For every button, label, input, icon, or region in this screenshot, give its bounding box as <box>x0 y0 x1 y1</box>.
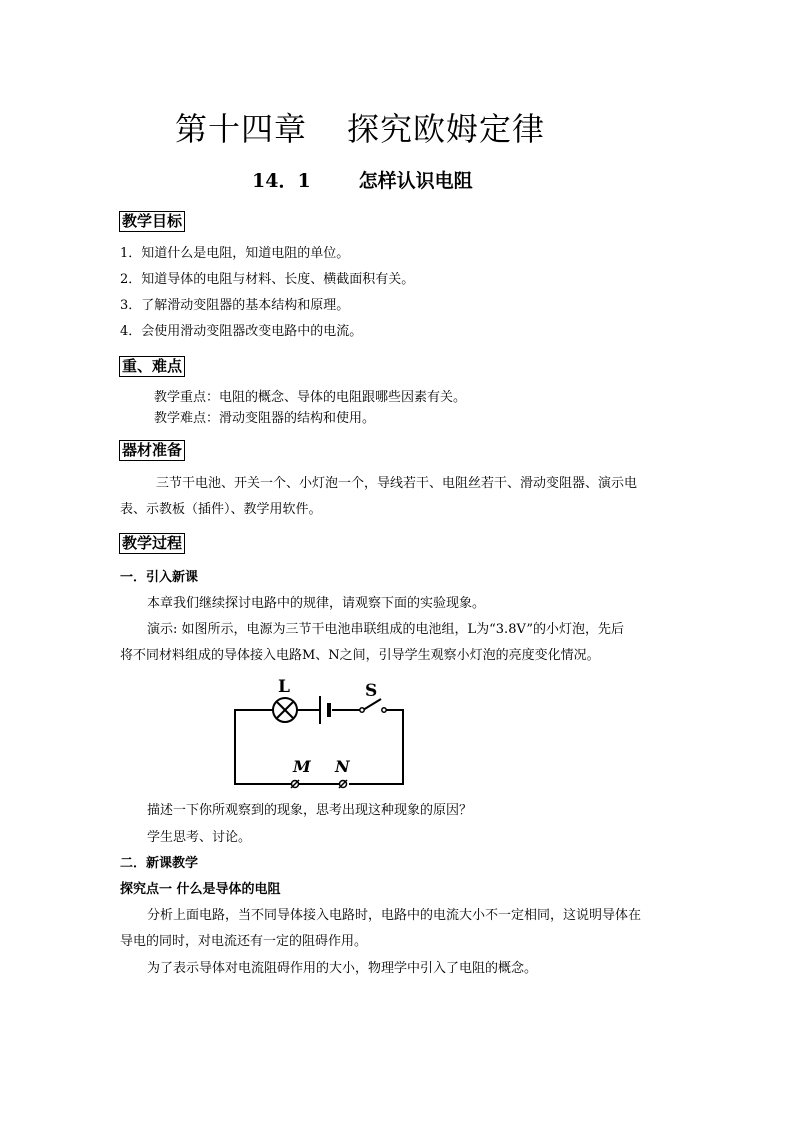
analysis-line-2: 导电的同时，对电流还有一定的阻碍作用。 <box>120 934 368 949</box>
section-number: 14．1 <box>252 170 311 192</box>
objective-item-1: 1．知道什么是电阻，知道电阻的单位。 <box>120 246 350 261</box>
demo-line-1: 演示: 如图所示，电源为三节干电池串联组成的电池组，L为“3.8V”的小灯泡，先后 <box>147 622 624 637</box>
materials-heading: 器材准备 <box>119 440 185 461</box>
resistance-concept: 为了表示导体对电流阻碍作用的大小，物理学中引入了电阻的概念。 <box>147 961 538 976</box>
section-title <box>252 166 473 193</box>
objective-item-2: 2．知道导体的电阻与材料、长度、横截面积有关。 <box>120 272 415 287</box>
lamp-icon <box>273 698 297 722</box>
objective-item-4: 4．会使用滑动变阻器改变电路中的电流。 <box>120 324 363 339</box>
lamp-label: L <box>278 677 290 697</box>
objectives-heading: 教学目标 <box>119 211 185 232</box>
key-point-focus: 教学重点：电阻的概念、导体的电阻跟哪些因素有关。 <box>154 390 467 405</box>
demo-line-2: 将不同材料组成的导体接入电路M、N之间，引导学生观察小灯泡的亮度变化情况。 <box>120 648 600 663</box>
describe-question: 描述一下你所观察到的现象，思考出现这种现象的原因？ <box>147 803 473 818</box>
key-points-heading: 重、难点 <box>119 356 185 377</box>
terminal-m-icon <box>291 780 299 788</box>
materials-line-2: 表、示教板（插件）、教学用软件。 <box>120 502 322 517</box>
switch-label: S <box>365 681 378 701</box>
analysis-line-1: 分析上面电路，当不同导体接入电路时，电路中的电流大小不一定相同，这说明导体在 <box>147 908 642 923</box>
chapter-number: 第十四章 <box>175 110 308 148</box>
terminal-n-label: N <box>335 757 350 776</box>
chapter-title <box>175 104 545 150</box>
battery-icon <box>320 696 329 724</box>
key-point-difficulty: 教学难点：滑动变阻器的结构和使用。 <box>154 411 376 426</box>
materials-line-1: 三节干电池、开关一个、小灯泡一个，导线若干、电阻丝若干、滑动变阻器、演示电 <box>156 476 638 491</box>
point1-heading: 探究点一 什么是导体的电阻 <box>120 882 281 897</box>
switch-contact-right <box>382 708 386 712</box>
terminal-n-icon <box>339 780 347 788</box>
switch-contact-left <box>360 708 364 712</box>
wire-right <box>349 710 403 784</box>
chapter-name: 探究欧姆定律 <box>347 110 546 148</box>
circuit-diagram <box>225 672 415 792</box>
section-name: 怎样认识电阻 <box>358 170 473 192</box>
new-lesson-heading: 二．新课教学 <box>120 856 199 871</box>
process-heading: 教学过程 <box>119 533 185 554</box>
objective-item-3: 3．了解滑动变阻器的基本结构和原理。 <box>120 298 350 313</box>
terminal-m-label: M <box>293 757 311 776</box>
intro-paragraph: 本章我们继续探讨电路中的规律，请观察下面的实验现象。 <box>147 596 486 611</box>
intro-heading: 一．引入新课 <box>120 570 199 585</box>
student-discussion: 学生思考、讨论。 <box>147 830 252 845</box>
